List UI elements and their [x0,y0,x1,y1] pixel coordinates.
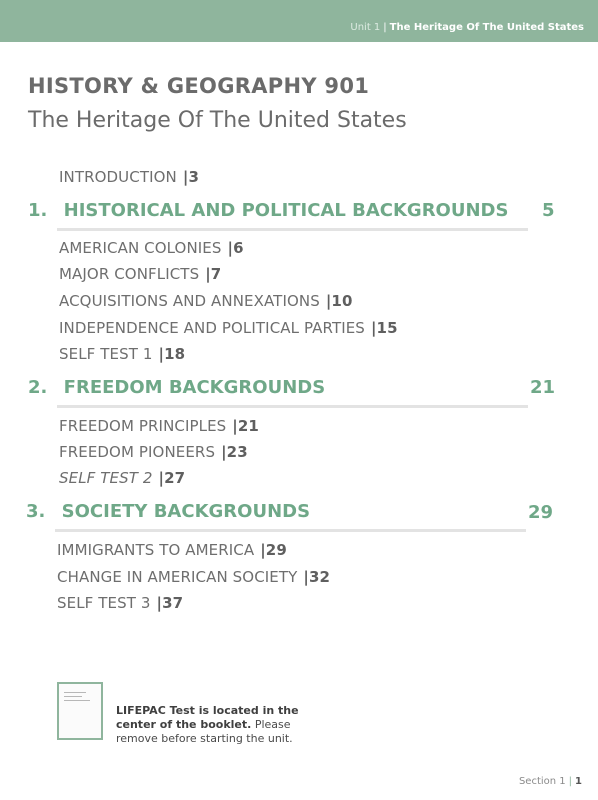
toc-entry[interactable] [57,541,287,559]
header-breadcrumb [350,22,584,33]
note-text: Please remove before starting the unit. [116,718,293,745]
toc-entry-page: |6 [227,239,244,257]
toc-entry-page: |23 [221,443,248,461]
toc-entry-page: |21 [232,417,259,435]
footer-separator: | [568,776,573,787]
toc-entry-label: FREEDOM PIONEERS [59,443,216,461]
footer-section-label: Section 1 [518,776,566,787]
section-title: FREEDOM BACKGROUNDS [63,377,326,398]
toc-entry-label: SELF TEST 2 [59,469,153,487]
page-title: HISTORY & GEOGRAPHY 901 [28,74,370,98]
toc-entry-label: SELF TEST 3 [57,594,151,612]
page-subtitle: The Heritage Of The United States [28,108,407,133]
footer-page-number: 1 [575,776,582,787]
toc-entry-label: IMMIGRANTS TO AMERICA [57,541,255,559]
toc-entry-page: |7 [205,265,222,283]
toc-entry[interactable] [59,417,259,435]
toc-entry-label: SELF TEST 1 [59,345,153,363]
toc-entry-page: |3 [182,168,199,186]
toc-entry-label: INDEPENDENCE AND POLITICAL PARTIES [59,319,365,337]
toc-entry[interactable] [59,319,398,337]
toc-entry[interactable] [57,594,183,612]
toc-entry[interactable] [59,239,244,257]
toc-section-2-page: 21 [530,377,556,398]
toc-entry[interactable] [57,568,330,586]
section-1-divider [57,228,528,231]
toc-section-1-page: 5 [542,200,555,221]
toc-entry-page: |29 [260,541,287,559]
toc-entry-label: INTRODUCTION [59,168,177,186]
toc-entry-page: |10 [325,292,353,310]
section-3-divider [55,529,526,532]
toc-entry-page: |18 [158,345,186,363]
toc-introduction[interactable] [59,168,199,186]
toc-entry-label: ACQUISITIONS AND ANNEXATIONS [59,292,320,310]
toc-entry[interactable] [59,469,185,487]
toc-section-3-page: 29 [528,502,554,523]
note-bold-text: LIFEPAC Test is located in the center of the booklet. [116,704,299,731]
lifepac-note [116,704,306,746]
toc-section-1-heading[interactable] [28,200,508,221]
toc-entry-label: FREEDOM PRINCIPLES [59,417,227,435]
toc-entry-page: |15 [370,319,398,337]
toc-entry[interactable] [59,345,185,363]
section-title: SOCIETY BACKGROUNDS [61,501,311,522]
toc-entry[interactable] [59,443,248,461]
toc-section-2-heading[interactable] [28,377,325,398]
toc-entry-label: AMERICAN COLONIES [59,239,222,257]
toc-entry-page: |37 [156,594,184,612]
toc-entry-label: MAJOR CONFLICTS [59,265,200,283]
header-title: The Heritage Of The United States [389,22,584,33]
toc-entry[interactable] [59,265,221,283]
section-title: HISTORICAL AND POLITICAL BACKGROUNDS [63,200,509,221]
toc-entry-page: |32 [303,568,331,586]
booklet-icon [57,682,103,740]
header-unit: Unit 1 [350,22,381,33]
toc-entry[interactable] [59,292,353,310]
header-bar [0,0,598,42]
header-separator: | [383,22,387,33]
section-2-divider [57,405,528,408]
section-number: 1. [28,200,48,221]
section-number: 3. [26,501,46,522]
toc-section-3-heading[interactable] [26,501,310,522]
section-number: 2. [28,377,48,398]
toc-entry-page: |27 [158,469,186,487]
toc-entry-label: CHANGE IN AMERICAN SOCIETY [57,568,298,586]
page-footer [519,776,582,787]
